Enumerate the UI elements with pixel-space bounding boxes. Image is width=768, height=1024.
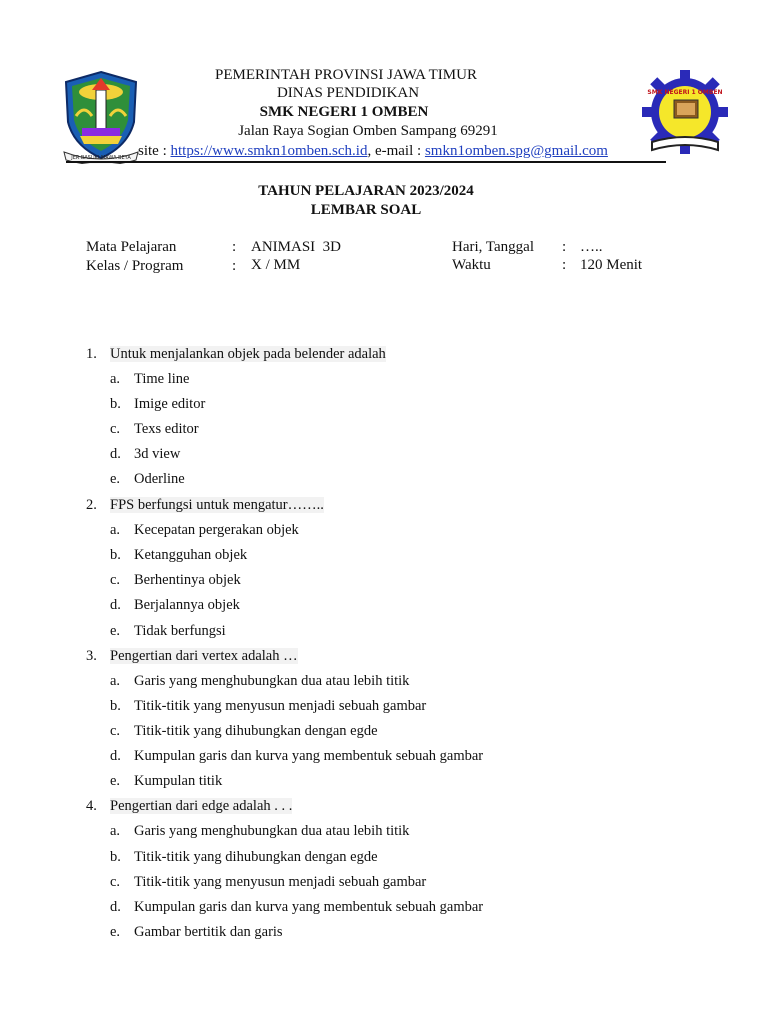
option-1a bbox=[110, 370, 189, 388]
option-text: Imige editor bbox=[134, 396, 206, 412]
option-1b bbox=[110, 395, 205, 413]
option-2b bbox=[110, 546, 247, 564]
option-text: Kumpulan titik bbox=[134, 773, 223, 789]
option-4b bbox=[110, 848, 378, 866]
question-text: Pengertian dari vertex adalah … bbox=[110, 648, 298, 664]
option-letter: a. bbox=[110, 522, 121, 538]
header-department: DINAS PENDIDIKAN bbox=[276, 85, 420, 101]
option-text: Tidak berfungsi bbox=[134, 623, 226, 639]
header-government: PEMERINTAH PROVINSI JAWA TIMUR bbox=[215, 67, 477, 83]
question-2 bbox=[86, 496, 324, 514]
option-2c bbox=[110, 571, 241, 589]
day-label: Hari, Tanggal bbox=[452, 239, 534, 255]
option-letter: a. bbox=[110, 673, 121, 689]
option-4c bbox=[110, 873, 426, 891]
question-3 bbox=[86, 647, 298, 665]
option-4a bbox=[110, 822, 409, 840]
question-text: Pengertian dari edge adalah . . . bbox=[110, 798, 293, 814]
sheet-title: LEMBAR SOAL bbox=[310, 202, 422, 218]
academic-year-title: TAHUN PELAJARAN 2023/2024 bbox=[258, 183, 474, 199]
time-colon: : bbox=[562, 257, 567, 273]
option-letter: e. bbox=[110, 471, 121, 487]
subject-label: Mata Pelajaran bbox=[86, 239, 177, 255]
option-text: Titik-titik yang dihubungkan dengan egde bbox=[134, 723, 378, 739]
option-letter: b. bbox=[110, 849, 121, 865]
subject-colon: : bbox=[232, 239, 237, 255]
option-3c bbox=[110, 722, 378, 740]
header-school-name: SMK NEGERI 1 OMBEN bbox=[259, 104, 429, 120]
subject-value: ANIMASI 3D bbox=[251, 239, 341, 255]
option-letter: b. bbox=[110, 698, 121, 714]
option-letter: d. bbox=[110, 446, 121, 462]
option-letter: a. bbox=[110, 371, 121, 387]
option-text: Kecepatan pergerakan objek bbox=[134, 522, 299, 538]
option-3a bbox=[110, 672, 409, 690]
option-text: Garis yang menghubungkan dua atau lebih titik bbox=[134, 823, 410, 839]
question-text: FPS berfungsi untuk mengatur…….. bbox=[110, 497, 324, 513]
question-4 bbox=[86, 797, 292, 815]
option-1e bbox=[110, 470, 185, 488]
option-1d bbox=[110, 445, 180, 463]
option-4e bbox=[110, 923, 283, 941]
option-text: Texs editor bbox=[134, 421, 199, 437]
option-text: Titik-titik yang dihubungkan dengan egde bbox=[134, 849, 378, 865]
option-letter: d. bbox=[110, 597, 121, 613]
website-link[interactable]: https://www.smkn1omben.sch.id bbox=[170, 143, 368, 159]
option-text: Berhentinya objek bbox=[134, 572, 241, 588]
email-prefix: , e-mail : bbox=[367, 143, 425, 159]
province-crest-motto: JER BASUKI MAWA BEYA bbox=[71, 155, 131, 161]
option-letter: b. bbox=[110, 547, 121, 563]
option-1c bbox=[110, 420, 199, 438]
header-contact bbox=[138, 142, 608, 160]
option-letter: d. bbox=[110, 748, 121, 764]
option-letter: c. bbox=[110, 421, 121, 437]
option-letter: e. bbox=[110, 773, 121, 789]
option-letter: c. bbox=[110, 572, 121, 588]
option-text: Berjalannya objek bbox=[134, 597, 240, 613]
option-4d bbox=[110, 898, 483, 916]
question-text: Untuk menjalankan objek pada belender adalah bbox=[110, 346, 386, 362]
option-text: 3d view bbox=[134, 446, 181, 462]
day-value: ….. bbox=[580, 239, 603, 255]
option-letter: e. bbox=[110, 623, 121, 639]
question-number: 1. bbox=[86, 346, 97, 362]
header-divider bbox=[66, 161, 666, 163]
option-text: Kumpulan garis dan kurva yang membentuk sebuah gambar bbox=[134, 748, 484, 764]
option-2a bbox=[110, 521, 299, 539]
website-prefix: site : bbox=[138, 143, 171, 159]
class-label: Kelas / Program bbox=[86, 258, 184, 274]
option-text: Oderline bbox=[134, 471, 185, 487]
email-link[interactable]: smkn1omben.spg@gmail.com bbox=[424, 143, 608, 159]
option-text: Garis yang menghubungkan dua atau lebih titik bbox=[134, 673, 410, 689]
option-text: Kumpulan garis dan kurva yang membentuk sebuah gambar bbox=[134, 899, 484, 915]
day-colon: : bbox=[562, 239, 567, 255]
option-3e bbox=[110, 772, 222, 790]
option-letter: c. bbox=[110, 874, 121, 890]
time-label: Waktu bbox=[452, 257, 491, 273]
option-letter: c. bbox=[110, 723, 121, 739]
header-address: Jalan Raya Sogian Omben Sampang 69291 bbox=[238, 123, 498, 139]
option-letter: b. bbox=[110, 396, 121, 412]
option-3b bbox=[110, 697, 426, 715]
question-number: 2. bbox=[86, 497, 97, 513]
option-2d bbox=[110, 596, 240, 614]
option-letter: e. bbox=[110, 924, 121, 940]
option-text: Titik-titik yang menyusun menjadi sebuah gambar bbox=[134, 698, 427, 714]
option-text: Titik-titik yang menyusun menjadi sebuah gambar bbox=[134, 874, 427, 890]
time-value: 120 Menit bbox=[580, 257, 643, 273]
school-gear-logo-text: SMK NEGERI 1 OMBEN bbox=[647, 89, 723, 96]
option-text: Ketangguhan objek bbox=[134, 547, 248, 563]
option-letter: a. bbox=[110, 823, 121, 839]
option-2e bbox=[110, 622, 226, 640]
class-colon: : bbox=[232, 258, 237, 274]
option-letter: d. bbox=[110, 899, 121, 915]
option-text: Gambar bertitik dan garis bbox=[134, 924, 283, 940]
question-1 bbox=[86, 345, 386, 363]
class-value: X / MM bbox=[251, 257, 301, 273]
question-number: 3. bbox=[86, 648, 97, 664]
option-3d bbox=[110, 747, 483, 765]
question-number: 4. bbox=[86, 798, 97, 814]
option-text: Time line bbox=[134, 371, 190, 387]
